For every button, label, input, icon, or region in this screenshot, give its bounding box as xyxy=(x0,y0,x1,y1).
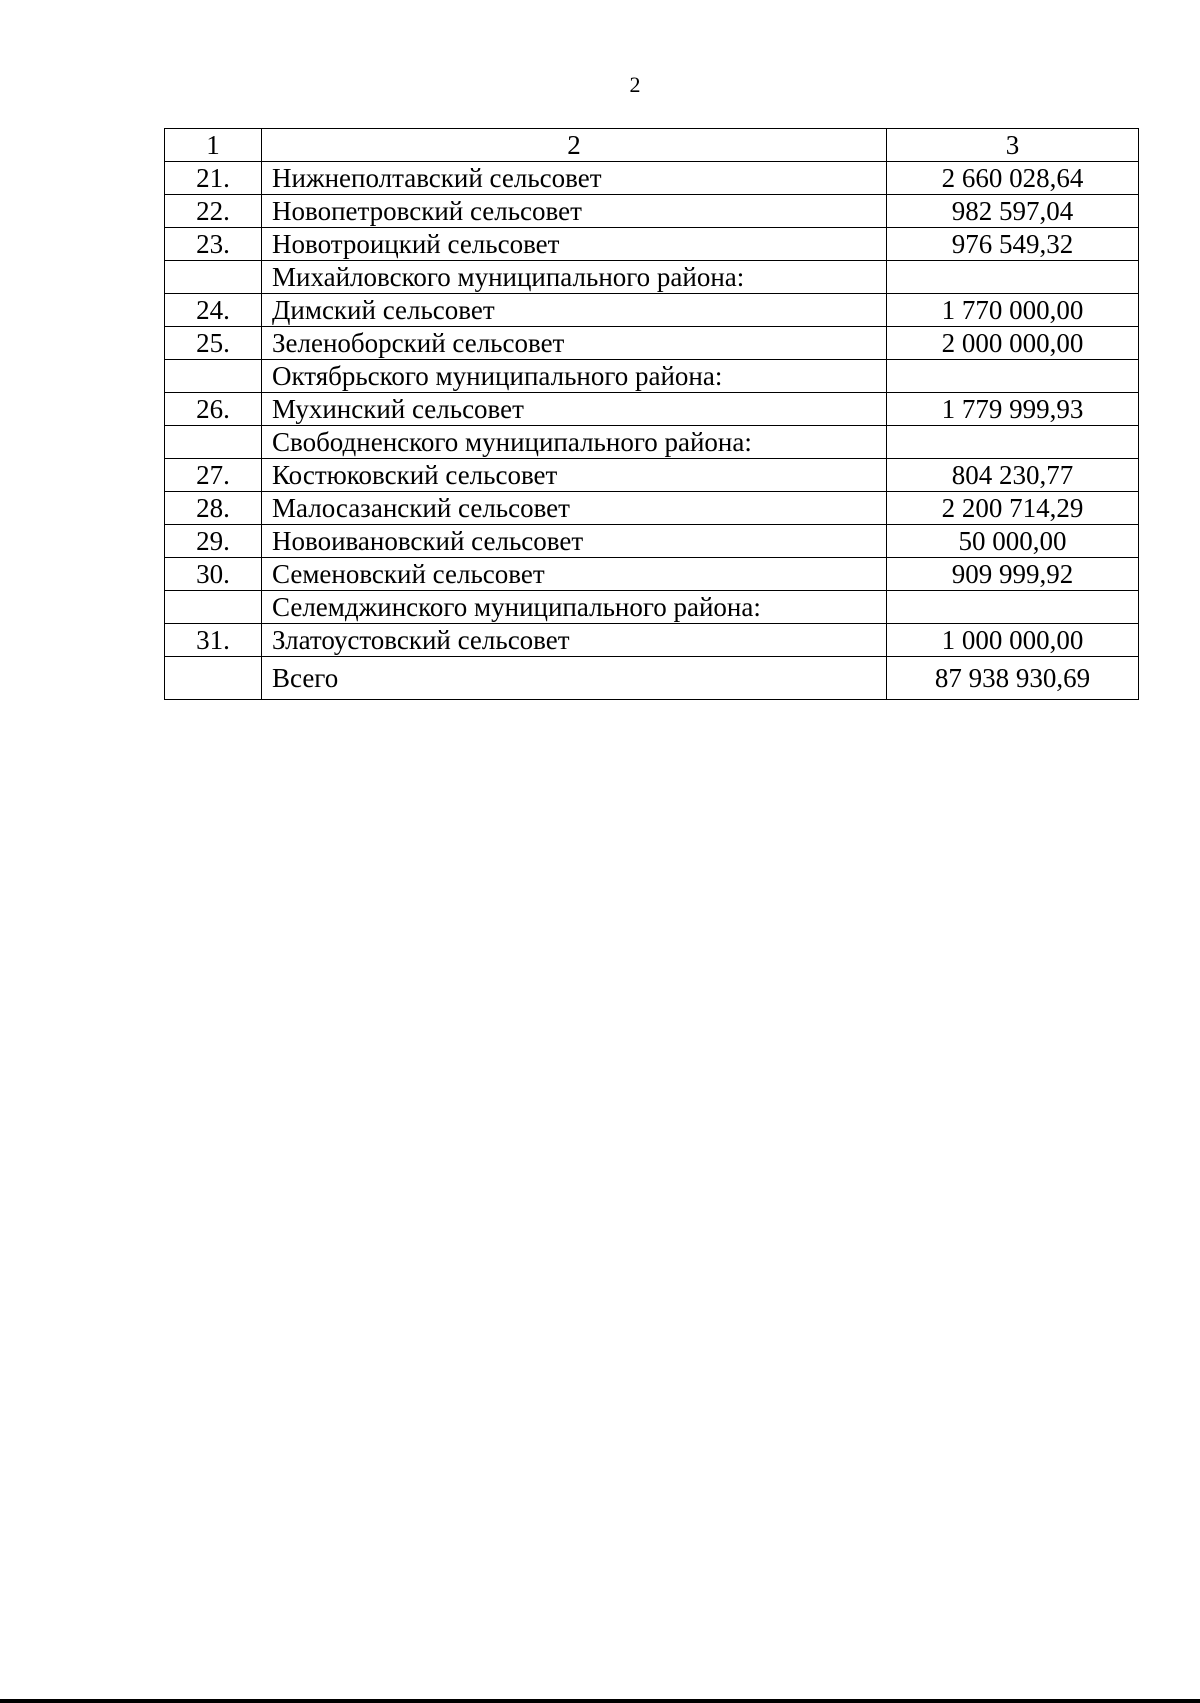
row-amount: 1 779 999,93 xyxy=(887,393,1139,426)
row-number xyxy=(165,591,262,624)
row-number xyxy=(165,261,262,294)
table-row xyxy=(165,558,1139,591)
table-row xyxy=(165,525,1139,558)
row-number: 24. xyxy=(165,294,262,327)
row-amount: 2 660 028,64 xyxy=(887,162,1139,195)
row-name: Малосазанский сельсовет xyxy=(262,492,887,525)
row-number: 30. xyxy=(165,558,262,591)
row-number: 22. xyxy=(165,195,262,228)
row-name: Зеленоборский сельсовет xyxy=(262,327,887,360)
row-name: Нижнеполтавский сельсовет xyxy=(262,162,887,195)
table-row xyxy=(165,195,1139,228)
row-amount: 2 200 714,29 xyxy=(887,492,1139,525)
table-header-row xyxy=(165,129,1139,162)
district-heading: Селемджинского муниципального района: xyxy=(262,591,887,624)
total-number xyxy=(165,657,262,700)
district-heading-row xyxy=(165,261,1139,294)
row-number: 27. xyxy=(165,459,262,492)
table-row xyxy=(165,327,1139,360)
table-row xyxy=(165,393,1139,426)
table-row xyxy=(165,228,1139,261)
row-name: Костюковский сельсовет xyxy=(262,459,887,492)
allocation-table xyxy=(164,128,1139,700)
row-amount: 909 999,92 xyxy=(887,558,1139,591)
district-heading-row xyxy=(165,426,1139,459)
row-name: Новоивановский сельсовет xyxy=(262,525,887,558)
header-col-2: 2 xyxy=(262,129,887,162)
row-number: 28. xyxy=(165,492,262,525)
row-name: Новопетровский сельсовет xyxy=(262,195,887,228)
row-number: 23. xyxy=(165,228,262,261)
row-amount xyxy=(887,261,1139,294)
row-number: 29. xyxy=(165,525,262,558)
row-amount: 2 000 000,00 xyxy=(887,327,1139,360)
row-amount xyxy=(887,426,1139,459)
table-row xyxy=(165,459,1139,492)
row-amount: 976 549,32 xyxy=(887,228,1139,261)
row-name: Новотроицкий сельсовет xyxy=(262,228,887,261)
district-heading-row xyxy=(165,360,1139,393)
row-amount xyxy=(887,360,1139,393)
row-amount xyxy=(887,591,1139,624)
row-number: 25. xyxy=(165,327,262,360)
row-name: Димский сельсовет xyxy=(262,294,887,327)
page-number: 2 xyxy=(629,72,641,97)
total-row xyxy=(165,657,1139,700)
district-heading: Михайловского муниципального района: xyxy=(262,261,887,294)
header-col-1: 1 xyxy=(165,129,262,162)
row-amount: 982 597,04 xyxy=(887,195,1139,228)
total-label: Всего xyxy=(262,657,887,700)
row-amount: 1 000 000,00 xyxy=(887,624,1139,657)
row-number xyxy=(165,426,262,459)
row-number: 26. xyxy=(165,393,262,426)
row-name: Златоустовский сельсовет xyxy=(262,624,887,657)
table-row xyxy=(165,162,1139,195)
row-amount: 804 230,77 xyxy=(887,459,1139,492)
row-number xyxy=(165,360,262,393)
district-heading: Свободненского муниципального района: xyxy=(262,426,887,459)
table-row xyxy=(165,492,1139,525)
total-amount: 87 938 930,69 xyxy=(887,657,1139,700)
district-heading: Октябрьского муниципального района: xyxy=(262,360,887,393)
row-number: 31. xyxy=(165,624,262,657)
header-col-3: 3 xyxy=(887,129,1139,162)
row-amount: 1 770 000,00 xyxy=(887,294,1139,327)
table-row xyxy=(165,624,1139,657)
table-row xyxy=(165,294,1139,327)
row-number: 21. xyxy=(165,162,262,195)
row-name: Мухинский сельсовет xyxy=(262,393,887,426)
row-name: Семеновский сельсовет xyxy=(262,558,887,591)
district-heading-row xyxy=(165,591,1139,624)
row-amount: 50 000,00 xyxy=(887,525,1139,558)
scan-bottom-edge xyxy=(0,1699,1200,1703)
